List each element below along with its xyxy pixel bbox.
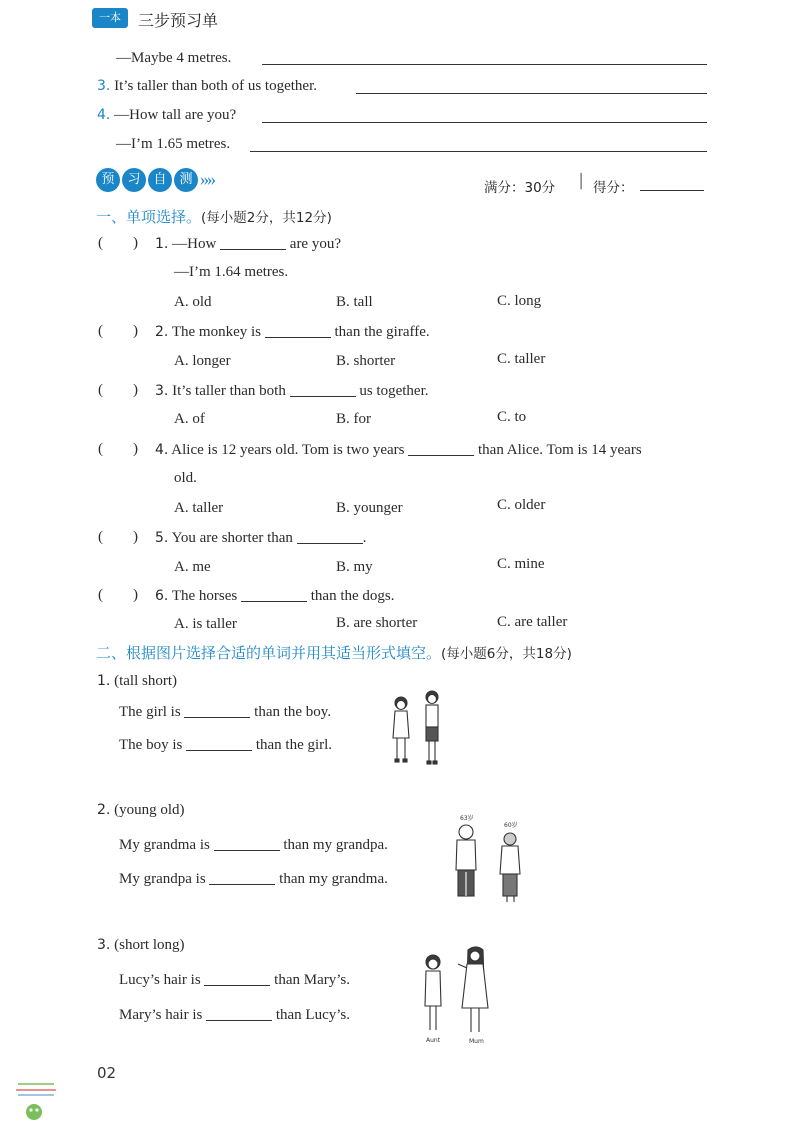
item-3-header: 3. (short long)	[97, 937, 185, 953]
chevrons-icon: »»	[200, 169, 214, 189]
page-number: 02	[97, 1064, 117, 1082]
option[interactable]: B. my	[336, 559, 373, 575]
option[interactable]: B. tall	[336, 294, 373, 310]
item-2-sentence-2: My grandpa is than my grandma.	[119, 871, 388, 887]
score-label: 满分：30分	[484, 180, 556, 196]
option[interactable]: A. is taller	[174, 616, 237, 632]
label-mum: Mum	[469, 1038, 484, 1044]
grandparents-illustration	[448, 812, 526, 908]
corner-stamp-icon	[12, 1080, 60, 1124]
top-line-5: —I’m 1.65 metres.	[116, 136, 231, 152]
option[interactable]: A. longer	[174, 353, 231, 369]
girl-boy-illustration	[384, 688, 450, 768]
answer-line[interactable]	[262, 122, 707, 123]
question-4: 4. Alice is 12 years old. Tom is two years than Alice. Tom is 14 years	[155, 442, 642, 458]
question-1: 1. —How are you?	[155, 236, 341, 252]
top-line-3: 3. It’s taller than both of us together.	[97, 78, 317, 94]
option[interactable]: C. taller	[497, 351, 546, 367]
grandpa-figure	[456, 825, 476, 896]
question-1-line2: —I’m 1.64 metres.	[174, 264, 289, 280]
score-divider: │	[577, 174, 586, 190]
option[interactable]: A. taller	[174, 500, 224, 516]
option[interactable]: C. older	[497, 497, 546, 513]
answer-line[interactable]	[262, 64, 707, 65]
section2-title: 二、根据图片选择合适的单词并用其适当形式填空。(每小题6分，共18分)	[96, 644, 572, 662]
lucy-figure	[425, 955, 441, 1030]
option[interactable]: C. mine	[497, 556, 545, 572]
item-2-header: 2. (young old)	[97, 802, 185, 818]
item-3-sentence-1: Lucy’s hair is than Mary’s.	[119, 972, 350, 988]
option[interactable]: B. for	[336, 411, 371, 427]
header-title: 三步预习单	[138, 11, 219, 30]
option[interactable]: C. to	[497, 409, 527, 425]
question-2: 2. The monkey is than the giraffe.	[155, 324, 430, 340]
option[interactable]: A. old	[174, 294, 212, 310]
question-6: 6. The horses than the dogs.	[155, 588, 395, 604]
option[interactable]: B. are shorter	[336, 615, 418, 631]
question-4-line2: old.	[174, 470, 197, 486]
publisher-logo: 一本	[92, 8, 128, 28]
option[interactable]: C. long	[497, 293, 542, 309]
answer-paren[interactable]: ( )	[98, 441, 138, 457]
answer-paren[interactable]: ( )	[98, 587, 138, 603]
answer-paren[interactable]: ( )	[98, 323, 138, 339]
option[interactable]: B. shorter	[336, 353, 396, 369]
age-tag-grandma: 60岁	[504, 822, 518, 829]
top-line-1: —Maybe 4 metres.	[116, 50, 232, 66]
question-3: 3. It’s taller than both us together.	[155, 383, 429, 399]
mary-figure	[458, 947, 488, 1032]
age-tag-grandpa: 63岁	[460, 815, 474, 822]
self-test-badge: 预 习 自 测	[96, 168, 198, 192]
answer-paren[interactable]: ( )	[98, 382, 138, 398]
lucy-mary-illustration	[416, 944, 500, 1044]
answer-paren[interactable]: ( )	[98, 235, 138, 251]
item-3-sentence-2: Mary’s hair is than Lucy’s.	[119, 1007, 350, 1023]
option[interactable]: A. me	[174, 559, 211, 575]
answer-paren[interactable]: ( )	[98, 529, 138, 545]
section1-title: 一、单项选择。(每小题2分，共12分)	[96, 208, 332, 226]
item-1-sentence-1: The girl is than the boy.	[119, 704, 332, 720]
boy-figure	[426, 691, 438, 764]
answer-line[interactable]	[356, 93, 707, 94]
item-1-sentence-2: The boy is than the girl.	[119, 737, 333, 753]
option[interactable]: A. of	[174, 411, 205, 427]
option[interactable]: C. are taller	[497, 614, 568, 630]
item-2-sentence-1: My grandma is than my grandpa.	[119, 837, 388, 853]
option[interactable]: B. younger	[336, 500, 403, 516]
girl-figure	[393, 697, 409, 762]
answer-line[interactable]	[250, 151, 707, 152]
score-blank[interactable]	[640, 190, 704, 191]
top-line-4: 4. —How tall are you?	[97, 107, 237, 123]
grandma-figure	[500, 833, 520, 902]
label-aunt: Aunt	[426, 1037, 441, 1044]
got-label: 得分：	[593, 180, 634, 196]
item-1-header: 1. (tall short)	[97, 673, 178, 689]
question-5: 5. You are shorter than .	[155, 530, 367, 546]
